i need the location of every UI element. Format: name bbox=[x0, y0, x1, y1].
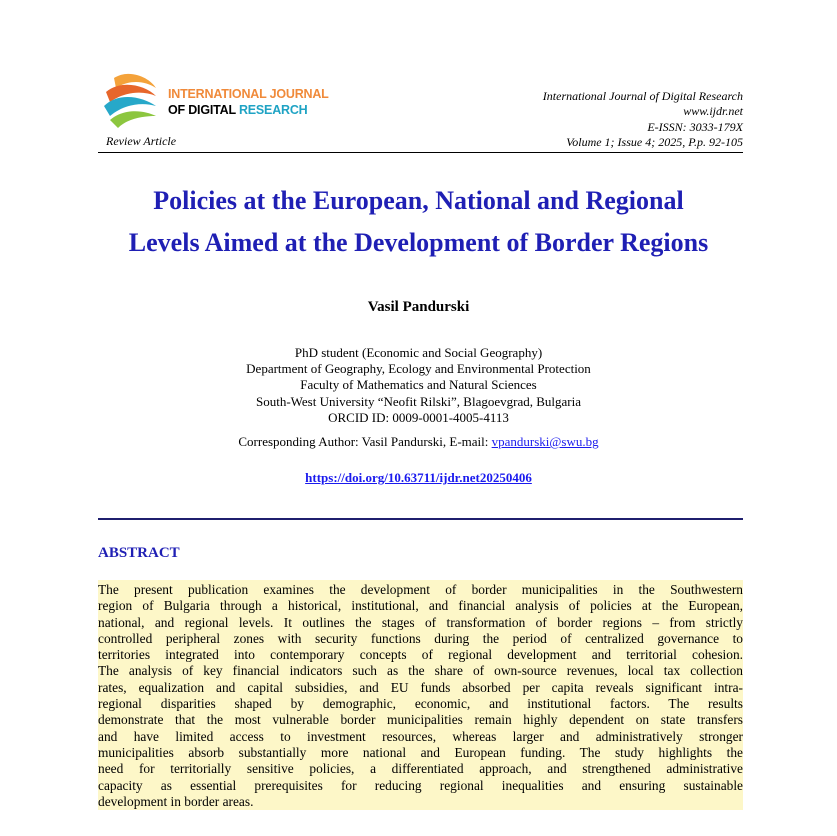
abstract-line: territories integrated into contemporary concepts of regional development and territorial cohesion. bbox=[98, 647, 743, 663]
corresponding-label: Corresponding Author: Vasil Pandurski, E-mail: bbox=[238, 434, 492, 449]
affiliation-line-4: South-West University “Neofit Rilski”, Blagoevgrad, Bulgaria bbox=[256, 393, 581, 409]
abstract-line: development in border areas. bbox=[98, 793, 254, 809]
logo-line-2a: OF DIGITAL bbox=[168, 103, 239, 117]
journal-name: International Journal of Digital Research bbox=[542, 89, 743, 103]
affiliation-line-1: PhD student (Economic and Social Geography) bbox=[294, 345, 543, 360]
logo-line-2b: RESEARCH bbox=[238, 103, 308, 117]
orcid: ORCID ID: 0009-0001-4005-4113 bbox=[328, 409, 509, 425]
abstract-heading: ABSTRACT bbox=[98, 545, 180, 561]
abstract-line: regional disparities shaped by demographic, economic, and institutional factors. The results bbox=[98, 696, 743, 712]
affiliation bbox=[0, 345, 837, 426]
affiliation-line-2: Department of Geography, Ecology and Environmental Protection bbox=[246, 361, 591, 377]
journal-logo-icon bbox=[100, 70, 160, 130]
journal-meta bbox=[543, 89, 743, 150]
abstract-line: demonstrate that the most vulnerable border municipalities remain highly dependent on state transfers bbox=[98, 712, 743, 728]
header-divider bbox=[98, 152, 743, 153]
paper-title-line-1: Policies at the European, National and Regional bbox=[153, 186, 684, 215]
abstract-line: The analysis of key financial indicators such as the share of own-source revenues, local tax collection bbox=[98, 663, 743, 679]
corresponding-author bbox=[0, 434, 837, 450]
abstract-text bbox=[98, 580, 743, 810]
abstract-line: capacity as essential prerequisites for reducing regional inequalities and ensuring sustainable bbox=[98, 777, 743, 793]
doi-link[interactable]: https://doi.org/10.63711/ijdr.net20250406 bbox=[305, 470, 532, 485]
affiliation-line-3: Faculty of Mathematics and Natural Sciences bbox=[300, 377, 537, 393]
author-name: Vasil Pandurski bbox=[367, 299, 470, 315]
abstract-line: municipalities absorb substantially more national and European funding. The study highlights the bbox=[98, 744, 743, 760]
abstract-line: controlled peripheral zones with security functions during the period of centralized governance to bbox=[98, 630, 743, 646]
paper-title-line-2: Levels Aimed at the Development of Border Regions bbox=[128, 228, 709, 257]
journal-logo-wordmark bbox=[168, 86, 329, 118]
abstract-line: and have limited access to investment resources, whereas larger and administratively stronger bbox=[98, 728, 743, 744]
abstract-line: need for territorially sensitive policies, a differentiated approach, and strengthened administrative bbox=[98, 761, 743, 777]
logo-line-1: INTERNATIONAL JOURNAL bbox=[168, 87, 329, 101]
abstract-line: The present publication examines the development of border municipalities in the Southwestern bbox=[98, 582, 743, 597]
email-link[interactable]: vpandurski@swu.bg bbox=[491, 434, 599, 449]
abstract-line: rates, equalization and capital subsidies, and EU funds absorbed per capita reveals significant intra- bbox=[98, 679, 743, 695]
doi bbox=[0, 470, 837, 486]
abstract-line: national, and regional levels. It outlines the stages of transformation of border regions – from strictly bbox=[98, 614, 743, 630]
journal-website[interactable]: www.ijdr.net bbox=[683, 104, 743, 119]
title-divider bbox=[98, 518, 743, 520]
journal-issn: E-ISSN: 3033-179X bbox=[647, 119, 743, 134]
paper-title bbox=[60, 180, 777, 264]
abstract-line: region of Bulgaria through a historical, institutional, and financial analysis of policies at the European, bbox=[98, 598, 743, 614]
journal-volume: Volume 1; Issue 4; 2025, P.p. 92-105 bbox=[566, 134, 743, 149]
article-type: Review Article bbox=[106, 134, 177, 148]
